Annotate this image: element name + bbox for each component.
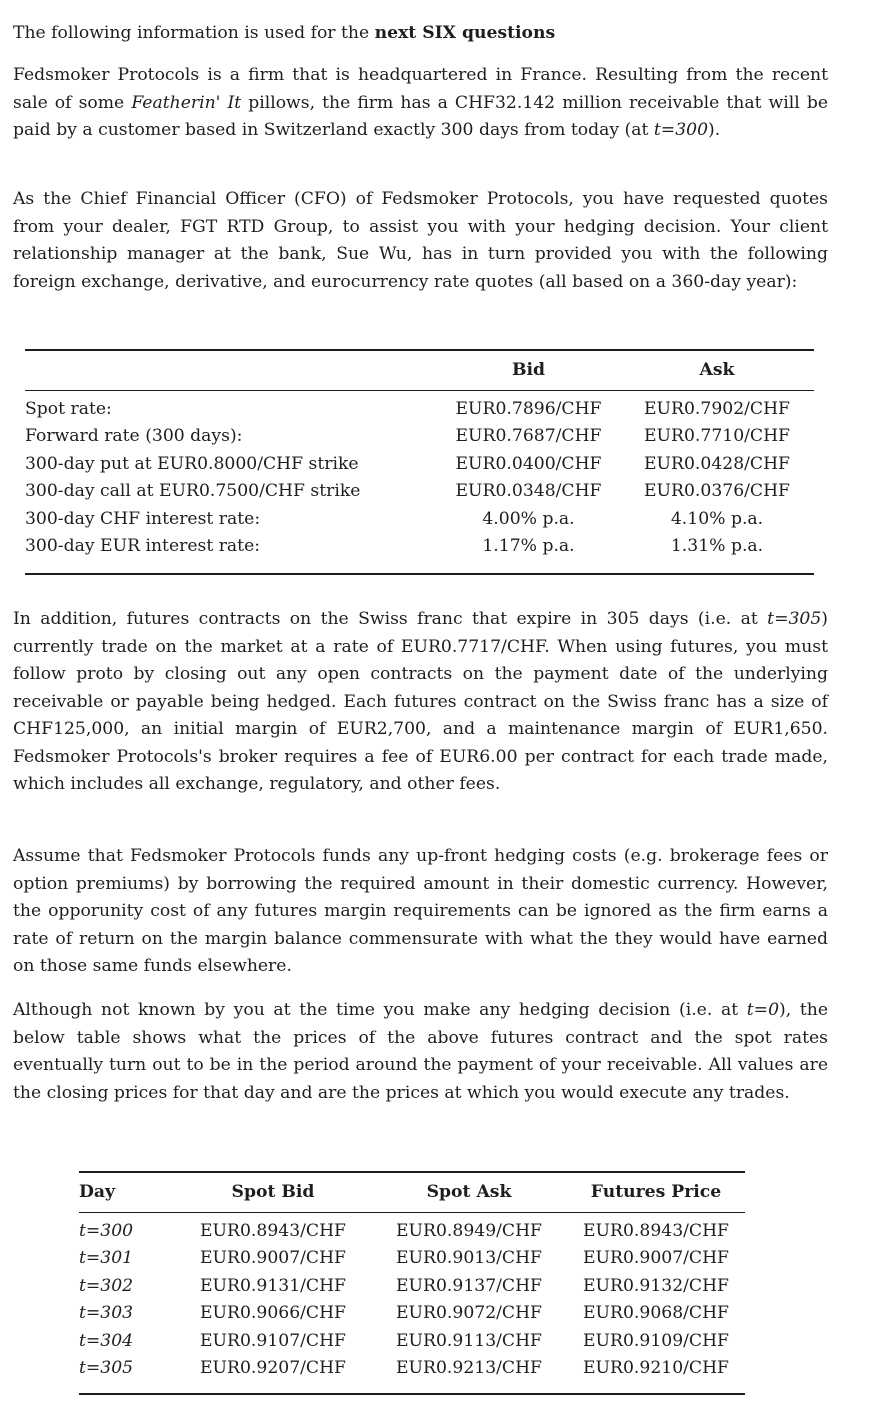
paragraph-funding: Assume that Fedsmoker Protocols funds any up-front hedging costs (e.g. brokerage fees or option premiums) by borrowing the required amount in their domestic currency. However, the opporunity cost of any futures margin requirements can be ignored as the firm earns a rate of return on the margin balance commensurate with what the they would have earned on those same funds elsewhere. (13, 846, 828, 976)
rate-label: Forward rate (300 days): (25, 426, 243, 447)
p5-text-b: ), the below table shows what the prices of the above futures contract and the spot rates eventually turn out to be in the period around the payment of your receivable. All values are the closing prices for that day and are the prices at which you would execute any trades. (13, 1000, 828, 1103)
spot-bid-cell: EUR0.9066/CHF (200, 1303, 346, 1324)
rate-ask: EUR0.7710/CHF (644, 426, 790, 447)
rates-table (25, 350, 814, 560)
p1-text-c: ). (708, 120, 721, 140)
days-header-spot-ask: Spot Ask (426, 1182, 512, 1202)
table-row (25, 451, 814, 478)
p3-text-b: ) currently trade on the market at a rate of EUR0.7717/CHF. When using futures, you must follow proto by closing out any open contracts on the payment date of the underlying receivable or payable being hedged. Each futures contract on the Swiss franc has a size of CHF125,000, an initial margin of EUR2,700, and a maintenance margin of EUR1,650. Fedsmoker Protocols's broker requires a fee of EUR6.00 per contract for each trade made, which includes all exchange, regulatory, and other fees. (13, 609, 828, 794)
rate-bid: 4.00% p.a. (482, 508, 575, 529)
futures-cell: EUR0.9132/CHF (583, 1275, 729, 1296)
time-ref: t=0 (746, 1000, 780, 1020)
table-row (25, 390, 814, 423)
rate-label: Spot rate: (25, 399, 112, 419)
rates-header-bid: Bid (511, 360, 546, 380)
day-cell: t=301 (79, 1248, 134, 1269)
day-cell: t=303 (79, 1303, 134, 1324)
p3-text-a: In addition, futures contracts on the Swiss franc that expire in 305 days (i.e. at (13, 609, 768, 629)
time-ref: t=305 (767, 609, 822, 629)
rate-ask: EUR0.0428/CHF (644, 453, 790, 474)
days-header-day: Day (79, 1182, 116, 1202)
spot-bid-cell: EUR0.8943/CHF (200, 1221, 346, 1241)
spot-bid-cell: EUR0.9107/CHF (200, 1330, 346, 1351)
rate-ask: EUR0.0376/CHF (644, 481, 790, 502)
rate-bid: EUR0.7896/CHF (455, 399, 602, 419)
rate-label: 300-day call at EUR0.7500/CHF strike (25, 481, 361, 502)
table-row (79, 1300, 745, 1327)
table-row (25, 533, 814, 560)
paragraph-quotes: As the Chief Financial Officer (CFO) of Fedsmoker Protocols, you have requested quotes from your dealer, FGT RTD Group, to assist you with your hedging decision. Your client relationship manager at the bank, Sue Wu, has in turn provided you with the following foreign exchange, derivative, and eurocurrency rate quotes (all based on a 360-day year): (13, 189, 828, 292)
rates-header-ask: Ask (699, 360, 735, 380)
days-table-bottom-rule (79, 1393, 745, 1395)
day-cell: t=305 (79, 1358, 134, 1379)
day-cell: t=300 (79, 1221, 134, 1241)
table-row (79, 1328, 745, 1355)
p1-text-a: Fedsmoker Protocols is a firm that is headquartered in France. Resulting from the recent sale of some (13, 65, 828, 113)
rates-header-label (25, 350, 437, 390)
spot-ask-cell: EUR0.9213/CHF (396, 1358, 542, 1379)
table-row (79, 1245, 745, 1272)
day-cell: t=304 (79, 1330, 134, 1351)
rate-label: 300-day put at EUR0.8000/CHF strike (25, 453, 359, 474)
spot-ask-cell: EUR0.8949/CHF (396, 1221, 542, 1241)
rate-ask: 1.31% p.a. (670, 536, 764, 557)
time-ref: t=300 (653, 120, 709, 140)
futures-cell: EUR0.9068/CHF (583, 1303, 729, 1324)
day-cell: t=302 (79, 1275, 134, 1296)
rate-label: 300-day CHF interest rate: (25, 508, 261, 529)
futures-cell: EUR0.9007/CHF (583, 1248, 729, 1269)
table-row (79, 1273, 745, 1300)
rate-bid: 1.17% p.a. (482, 536, 575, 557)
rates-table-bottom-rule (25, 573, 814, 575)
paragraph-futures (13, 606, 828, 799)
table-row (25, 478, 814, 505)
rate-bid: EUR0.7687/CHF (455, 426, 602, 447)
spot-bid-cell: EUR0.9131/CHF (200, 1275, 346, 1296)
spot-bid-cell: EUR0.9007/CHF (200, 1248, 346, 1269)
days-table (79, 1172, 745, 1382)
rate-ask: EUR0.7902/CHF (644, 399, 790, 419)
intro-text: The following information is used for the (13, 23, 375, 43)
spot-ask-cell: EUR0.9072/CHF (396, 1303, 542, 1324)
rate-bid: EUR0.0348/CHF (455, 481, 602, 502)
days-header-spot-bid: Spot Bid (231, 1182, 315, 1202)
rate-label: 300-day EUR interest rate: (25, 536, 261, 557)
futures-cell: EUR0.9210/CHF (583, 1358, 729, 1379)
spot-ask-cell: EUR0.9013/CHF (396, 1248, 542, 1269)
table-row (79, 1212, 745, 1245)
futures-cell: EUR0.9109/CHF (583, 1330, 729, 1351)
p1-text-b: pillows, the firm has a CHF32.142 million receivable that will be paid by a customer based in Switzerland exactly 300 days from today (at (13, 92, 829, 140)
paragraph-receivable (13, 62, 828, 145)
table-row (25, 423, 814, 450)
rate-bid: EUR0.0400/CHF (455, 453, 602, 474)
futures-cell: EUR0.8943/CHF (583, 1221, 729, 1241)
paragraph-outcomes (13, 997, 828, 1107)
intro-line (13, 20, 828, 48)
table-row (25, 506, 814, 533)
days-header-futures: Futures Price (590, 1182, 722, 1202)
spot-ask-cell: EUR0.9137/CHF (396, 1275, 542, 1296)
intro-bold-text: next SIX questions (374, 23, 556, 43)
spot-bid-cell: EUR0.9207/CHF (200, 1358, 346, 1379)
product-name: Featherin' It (131, 92, 242, 113)
spot-ask-cell: EUR0.9113/CHF (396, 1330, 542, 1351)
rate-ask: 4.10% p.a. (670, 508, 764, 529)
table-row (79, 1355, 745, 1382)
p5-text-a: Although not known by you at the time you make any hedging decision (i.e. at (13, 1000, 747, 1020)
